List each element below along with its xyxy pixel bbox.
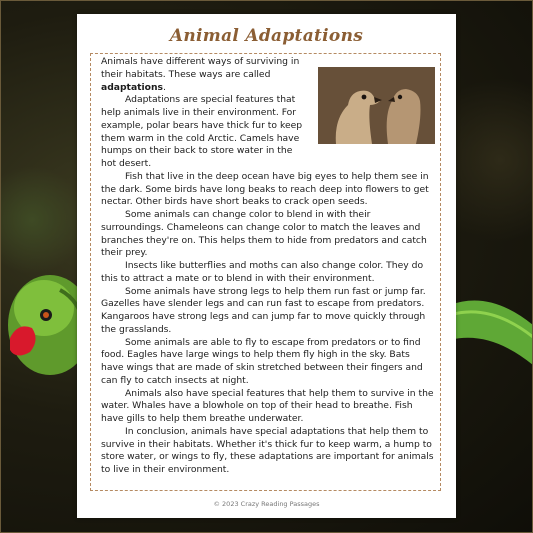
paragraph: Fish that live in the deep ocean have big eyes to help them see in the dark. Some birds have long beaks to reach deep into flowers to get nectar. Other birds have short beaks to crack open seeds. — [101, 170, 429, 208]
paragraph: Some animals can change color to blend in with their surroundings. Chameleons can change color to match the leaves and branches they're on. This helps them to hide from predators and catch their prey. — [101, 209, 427, 259]
copyright-footer: © 2023 Crazy Reading Passages — [213, 500, 320, 508]
intro-bold-term: adaptations — [101, 81, 164, 93]
page-title: Animal Adaptations — [169, 26, 364, 46]
intro-text: Animals have different ways of surviving in their habitats. These ways are called — [101, 56, 300, 80]
paragraph: Some animals are able to fly to escape from predators or to find food. Eagles have large wings to help them fly high in the sky. Bats have wings that are made of skin stretched between their fingers and can fly to catch insects at night. — [101, 336, 423, 386]
paragraph: In conclusion, animals have special adaptations that help them to survive in their habitats. Whether it's thick fur to keep warm, a hump to store water, or wings to fly, these adaptations are important for animals to live in their environment. — [101, 425, 434, 475]
reading-passage — [101, 56, 435, 477]
worksheet-page — [77, 14, 456, 518]
paragraph: Insects like butterflies and moths can also change color. They do this to attract a mate or to blend in with their environment. — [101, 260, 424, 284]
meerkat-photo — [318, 67, 435, 144]
reading-passage-frame — [90, 53, 441, 491]
parrot-right-image — [450, 285, 533, 365]
intro-end: . — [163, 81, 166, 93]
paragraph: Some animals have strong legs to help them run fast or jump far. Gazelles have slender legs and can run fast to escape from predators. Kangaroos have strong legs and can jump far to move quickly through the grasslands. — [101, 285, 426, 335]
background-blur-left — [0, 160, 80, 280]
paragraph: Adaptations are special features that help animals live in their environment. For example, polar bears have thick fur to keep them warm in the cold Arctic. Camels have humps on their back to store water in the hot desert. — [101, 94, 303, 169]
paragraph: Animals also have special features that help them to survive in the water. Whales have a blowhole on top of their head to breathe. Fish have gills to help them breathe underwater. — [101, 387, 434, 424]
